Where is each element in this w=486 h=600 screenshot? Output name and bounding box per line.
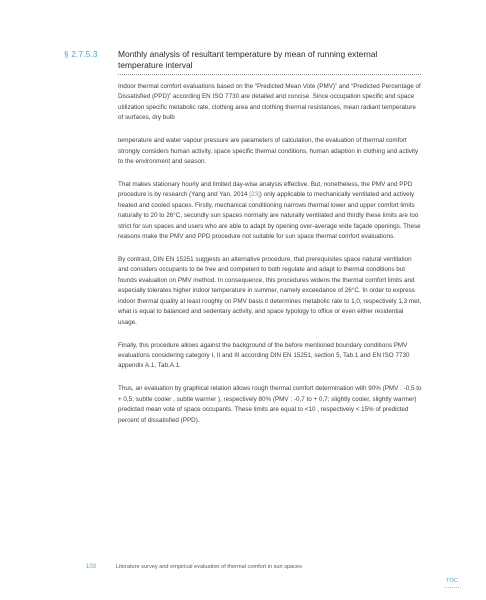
toc-divider (444, 587, 461, 588)
toc-link[interactable]: TOC (446, 578, 458, 584)
paragraph-2: temperature and water vapour pressure are parameters of calculation, the evaluation of thermal comfort strongly considers human activity, space specific thermal conditions, human adaption in clothing and activity to the environment and season. (118, 137, 419, 166)
title-divider (118, 74, 421, 75)
section-number: § 2.7.5.3 (64, 50, 98, 59)
paragraph-6: Thus, an evaluation by graphical relation allows rough thermal comfort determination with 90% (PMV : -0,5 to + 0,5; subtle cooler , subtle warmer ), respectively 80% (PMV : -0,7 to + 0,7; slightly cooler, slightly warmer) predicted mean vote of space occupants. These limits are equal to <10 , respectively < 15% of predicted percent of dissatisfied (PPD). (118, 385, 422, 424)
page-number: 103 (86, 564, 97, 570)
citation-link[interactable]: [23] (249, 191, 260, 199)
section-title: Monthly analysis of resultant temperature by mean of running external temperature interval (118, 49, 378, 70)
paragraph-3 (118, 180, 422, 242)
paragraph-3-part-a: That makes stationary hourly and limited day-wise analysis effective. But, nonetheless, the PMV and PPD procedure is by research (Yang and Yan, 2014 (118, 181, 413, 199)
paragraph-3-part-b: ) only applicable to mechanically ventilated and actively heated and cooled spaces. Firstly, mechanical conditioning narrows thermal lower and upper comfort limits naturally to 20 to 26°C, secondly sun spaces normally are naturally ventilated and thirdly these limits are too strict for sun spaces and users who are able to adapt by opening over-average wide façade openings. These reasons make the PMV and PPD procedure not suitable for sun space thermal comfort evaluations. (118, 191, 421, 241)
paragraph-1: Indoor thermal comfort evaluations based on the “Predicted Mean Vote (PMV)” and “Predicted Percentage of Dissatisfied (PPD)” according EN ISO 7730 are detailed and concise. Since occupation specific and space utilization specific metabolic rate, clothing area and clothing thermal resistances, mean radiant temperature of surfaces, dry bulb (118, 83, 421, 122)
paragraph-5: Finally, this procedure allows against the background of the before mentioned boundary conditions PMV evaluations considering category I, II and III according DIN EN 15251, section 5, Tab.1 and EN ISO 7730 appendix A.1, Tab.A.1. (118, 341, 410, 370)
body-text (118, 82, 422, 439)
running-title: Literature survey and empirical evaluation of thermal comfort in sun spaces (116, 564, 302, 570)
paragraph-4: By contrast, DIN EN 15251 suggests an alternative procedure, that prerequisites space natural ventilation and considers occupants to be free and competent to both regulate and adapt to thermal conditions but founds evaluation on PMV method. In consequence, this procedures widens the thermal comfort limits and especially tolerates higher indoor temperature in summer, namely exceedance of 26°C. In order to express indoor thermal quality at least roughly on PMV basis it determines metabolic rate to 1,0, respectively 1,3 met, what is equal to balanced and sedentary activity, and space typology to office or even either residential usage. (118, 256, 422, 326)
